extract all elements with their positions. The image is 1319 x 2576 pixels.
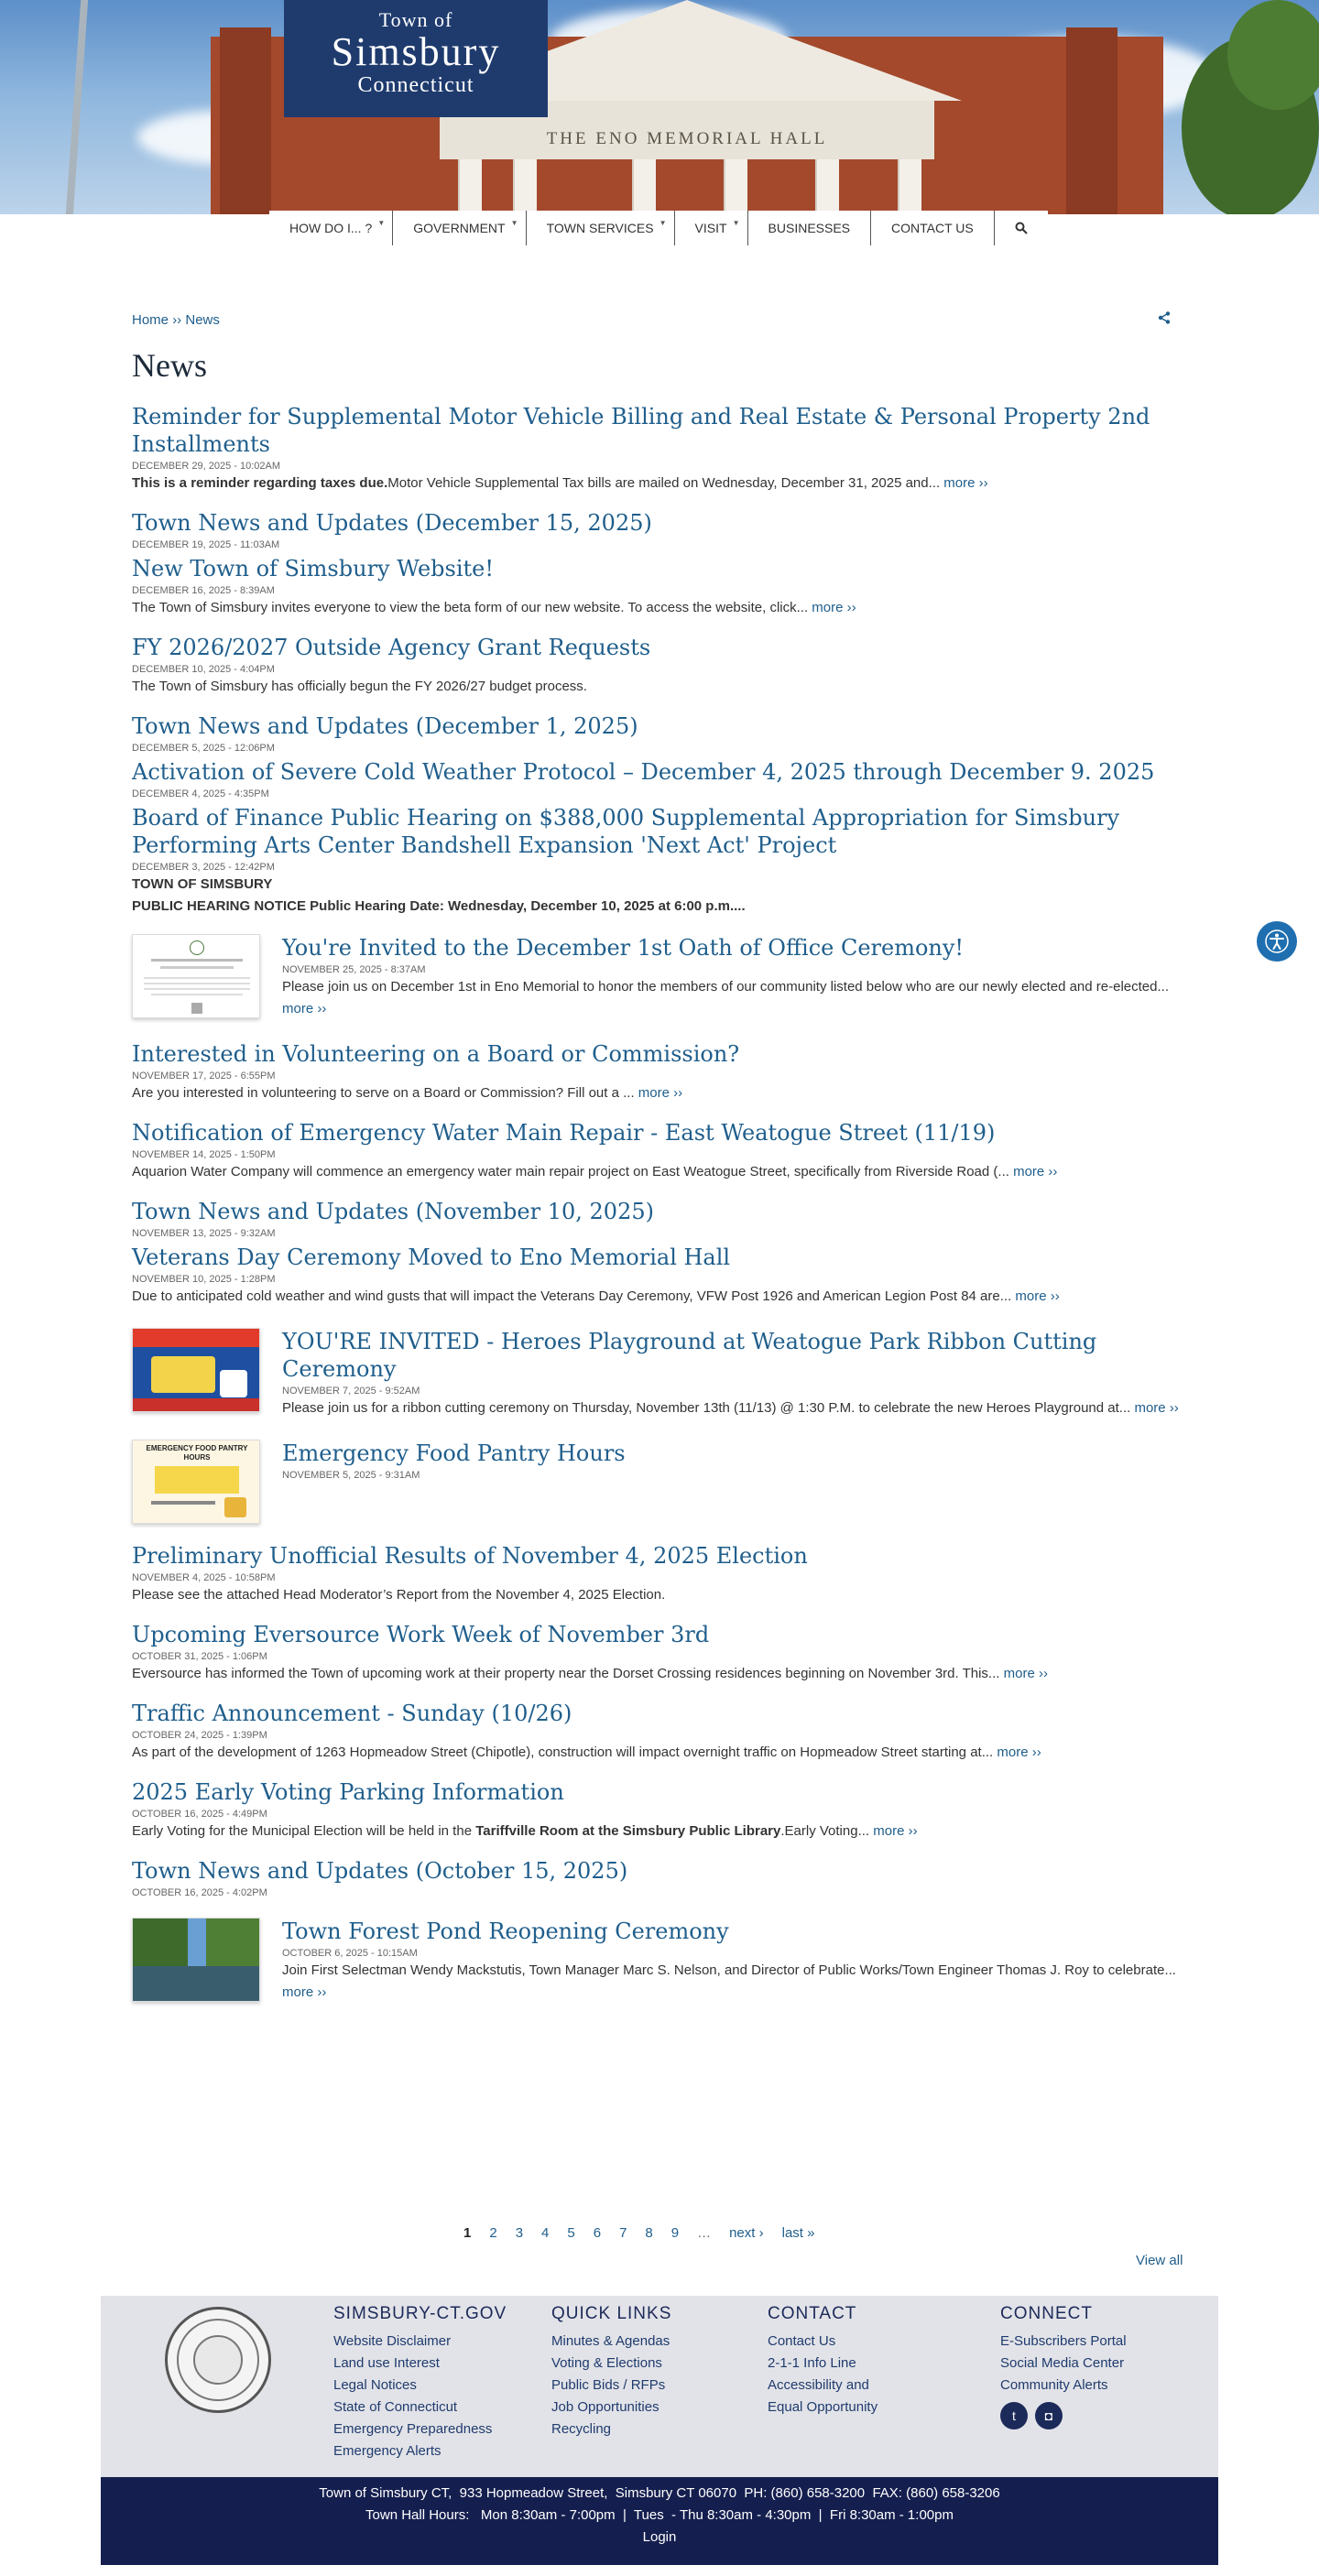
breadcrumb-home[interactable]: Home — [132, 312, 169, 328]
more-link[interactable]: more ›› — [282, 1984, 327, 2000]
news-date: DECEMBER 19, 2025 - 11:03AM — [132, 539, 280, 550]
footer-col-quick-links — [551, 2303, 671, 2440]
pager-last[interactable]: last » — [781, 2225, 815, 2241]
more-link[interactable]: more ›› — [812, 600, 856, 615]
town-seal — [165, 2307, 271, 2413]
news-summary — [132, 1821, 1185, 1842]
breadcrumb — [132, 310, 220, 332]
news-date: DECEMBER 16, 2025 - 8:39AM — [132, 585, 275, 596]
page-title: News — [132, 347, 207, 384]
logo-line-3: Connecticut — [357, 73, 474, 98]
page-1: 1 — [463, 2225, 472, 2241]
news-title-link[interactable]: Veterans Day Ceremony Moved to Eno Memorial Hall — [132, 1245, 731, 1270]
news-summary — [132, 1286, 1185, 1308]
more-link[interactable]: more ›› — [997, 1745, 1041, 1760]
footer-heading: CONNECT — [1000, 2304, 1093, 2323]
news-summary — [282, 1960, 1185, 2004]
nav-label: GOVERNMENT — [413, 220, 506, 235]
footer-hours: Town Hall Hours: Mon 8:30am - 7:00pm | Tues - Thu 8:30am - 4:30pm | Fri 8:30am - 1:00pm — [365, 2507, 954, 2523]
news-summary — [282, 1397, 1185, 1419]
footer-link[interactable]: Minutes & Agendas — [551, 2333, 670, 2349]
breadcrumb-news[interactable]: News — [185, 312, 220, 328]
search-icon — [1015, 222, 1028, 234]
accessibility-button[interactable] — [1257, 921, 1297, 962]
caret-down-icon: ▼ — [732, 219, 740, 227]
footer-col-contact — [768, 2303, 878, 2418]
news-item — [132, 1621, 1185, 1685]
news-date: OCTOBER 24, 2025 - 1:39PM — [132, 1730, 267, 1741]
instagram-icon[interactable]: ◘ — [1035, 2402, 1063, 2429]
news-item — [132, 1119, 1185, 1183]
news-title-link[interactable]: Emergency Food Pantry Hours — [282, 1440, 626, 1466]
news-title-link[interactable]: Interested in Volunteering on a Board or Commission? — [132, 1041, 740, 1067]
news-summary — [132, 1161, 1185, 1183]
news-item — [132, 1542, 1185, 1606]
nav-label: VISIT — [694, 220, 727, 235]
footer-link[interactable]: Land use Interest — [333, 2355, 440, 2371]
news-date: NOVEMBER 5, 2025 - 9:31AM — [282, 1470, 420, 1481]
footer-heading: SIMSBURY-CT.GOV — [333, 2304, 507, 2323]
social-links — [1000, 2402, 1127, 2429]
news-date: DECEMBER 4, 2025 - 4:35PM — [132, 788, 269, 799]
news-summary-text: Aquarion Water Company will commence an emergency water main repair project on East Weatogue Street, specifically from Riverside Road (... — [132, 1164, 1009, 1179]
nav-government[interactable] — [393, 211, 526, 245]
header-banner — [0, 0, 1319, 214]
logo-line-1: Town of — [378, 8, 453, 31]
nav-visit[interactable] — [675, 211, 748, 245]
footer-bar — [101, 2477, 1218, 2565]
more-link[interactable]: more ›› — [1134, 1400, 1179, 1416]
footer-link[interactable]: Equal Opportunity — [768, 2399, 878, 2415]
view-all-link[interactable]: View all — [1136, 2253, 1183, 2268]
news-title-link[interactable]: Town News and Updates (December 15, 2025) — [132, 510, 652, 536]
news-item — [132, 1040, 1185, 1104]
news-date: OCTOBER 16, 2025 - 4:49PM — [132, 1809, 267, 1820]
news-summary-bold: This is a reminder regarding taxes due. — [132, 475, 388, 491]
news-date: DECEMBER 29, 2025 - 10:02AM — [132, 461, 281, 472]
nav-label: HOW DO I... ? — [289, 220, 373, 235]
playground-thumbnail[interactable] — [132, 1328, 260, 1412]
news-date: DECEMBER 10, 2025 - 4:04PM — [132, 664, 275, 675]
page-9[interactable]: 9 — [670, 2225, 680, 2241]
page-8[interactable]: 8 — [645, 2225, 653, 2241]
nav-label: BUSINESSES — [768, 220, 851, 235]
footer — [101, 2296, 1218, 2477]
news-date: NOVEMBER 10, 2025 - 1:28PM — [132, 1274, 276, 1285]
caret-down-icon: ▼ — [510, 219, 518, 227]
food-pantry-thumbnail[interactable] — [132, 1440, 260, 1524]
news-item — [132, 1700, 1185, 1764]
town-logo[interactable] — [284, 0, 548, 117]
news-list — [132, 403, 1185, 2004]
more-link[interactable]: more ›› — [873, 1823, 918, 1839]
news-title-link[interactable]: Reminder for Supplemental Motor Vehicle Billing and Real Estate & Personal Property 2nd Installments — [132, 404, 1150, 457]
news-summary-text: Are you interested in volunteering to serve on a Board or Commission? Fill out a ... — [132, 1085, 635, 1101]
news-item — [132, 1440, 1185, 1524]
page-2[interactable]: 2 — [489, 2225, 497, 2241]
news-summary — [132, 1082, 1185, 1104]
news-title-link[interactable]: Town Forest Pond Reopening Ceremony — [282, 1918, 729, 1944]
footer-link[interactable]: Job Opportunities — [551, 2399, 660, 2415]
more-link[interactable]: more ›› — [943, 475, 988, 491]
news-summary — [132, 1663, 1185, 1685]
news-summary-text: As part of the development of 1263 Hopmeadow Street (Chipotle), construction will impact overnight traffic on Hopmeadow Street starting at... — [132, 1745, 994, 1760]
news-item — [132, 712, 1185, 755]
news-title-link[interactable]: Notification of Emergency Water Main Repair - East Weatogue Street (11/19) — [132, 1120, 996, 1146]
news-item — [132, 555, 1185, 619]
news-item — [132, 1198, 1185, 1240]
nav-businesses[interactable] — [748, 211, 871, 245]
news-summary-text: Join First Selectman Wendy Mackstutis, Town Manager Marc S. Nelson, and Director of Public Works/Town Engineer Thomas J. Roy to celebrate... — [282, 1962, 1176, 1978]
page-6[interactable]: 6 — [593, 2225, 602, 2241]
share-icon — [1158, 311, 1171, 324]
page-4[interactable]: 4 — [541, 2225, 550, 2241]
more-link[interactable]: more ›› — [638, 1085, 683, 1101]
footer-link[interactable]: Recycling — [551, 2421, 612, 2437]
footer-link[interactable]: Accessibility and — [768, 2377, 869, 2393]
news-title-link[interactable]: Town News and Updates (October 15, 2025) — [132, 1858, 628, 1884]
news-date: NOVEMBER 25, 2025 - 8:37AM — [282, 964, 426, 975]
news-summary-text: Motor Vehicle Supplemental Tax bills are mailed on Wednesday, December 31, 2025 and... — [387, 475, 941, 491]
nav-label: CONTACT US — [891, 220, 974, 235]
more-link[interactable]: more ›› — [1015, 1288, 1060, 1304]
news-title-link[interactable]: New Town of Simsbury Website! — [132, 556, 494, 582]
news-summary — [132, 597, 1185, 619]
news-item — [132, 1244, 1185, 1308]
news-summary — [132, 473, 1185, 495]
news-date: OCTOBER 6, 2025 - 10:15AM — [282, 1948, 418, 1959]
footer-link[interactable]: Contact Us — [768, 2333, 836, 2349]
footer-link[interactable]: Voting & Elections — [551, 2355, 662, 2371]
thumbnail-caption: EMERGENCY FOOD PANTRY HOURS — [146, 1444, 248, 1462]
news-item — [132, 934, 1185, 1020]
twitter-icon[interactable]: t — [1000, 2402, 1028, 2429]
news-item — [132, 1918, 1185, 2004]
pager-ellipsis: … — [697, 2225, 712, 2241]
breadcrumb-separator: ›› — [172, 312, 182, 328]
news-summary-text: .Early Voting... — [780, 1823, 870, 1839]
news-item — [132, 634, 1185, 698]
more-link[interactable]: more ›› — [1013, 1164, 1058, 1179]
footer-link[interactable]: E-Subscribers Portal — [1000, 2333, 1127, 2349]
news-date: OCTOBER 16, 2025 - 4:02PM — [132, 1887, 267, 1898]
page-3[interactable]: 3 — [515, 2225, 524, 2241]
news-title-link[interactable]: Board of Finance Public Hearing on $388,000 Supplemental Appropriation for Simsbury Performing Arts Center Bandshell Expansion 'Next Act' Project — [132, 805, 1120, 858]
news-title-link[interactable]: YOU'RE INVITED - Heroes Playground at Weatogue Park Ribbon Cutting Ceremony — [282, 1329, 1097, 1382]
news-date: OCTOBER 31, 2025 - 1:06PM — [132, 1651, 267, 1662]
news-item — [132, 403, 1185, 495]
more-link[interactable]: more ›› — [282, 1001, 327, 1016]
news-item — [132, 1328, 1185, 1419]
footer-col-site — [333, 2303, 507, 2462]
share-button[interactable] — [1158, 310, 1171, 332]
building-inscription: THE ENO MEMORIAL HALL — [546, 129, 828, 148]
news-summary — [132, 1742, 1185, 1764]
news-date: DECEMBER 3, 2025 - 12:42PM — [132, 862, 275, 873]
login-link[interactable]: Login — [642, 2529, 677, 2545]
accessibility-icon — [1265, 929, 1289, 953]
news-date: NOVEMBER 17, 2025 - 6:55PM — [132, 1071, 276, 1081]
news-title-link[interactable]: You're Invited to the December 1st Oath of Office Ceremony! — [282, 935, 965, 961]
news-item — [132, 1857, 1185, 1899]
pond-thumbnail[interactable] — [132, 1918, 260, 2002]
news-summary-text: Please join us on December 1st in Eno Memorial to honor the members of our community listed below who are our newly elected and re-elected... — [282, 979, 1169, 995]
news-date: NOVEMBER 7, 2025 - 9:52AM — [282, 1386, 420, 1397]
page-5[interactable]: 5 — [567, 2225, 575, 2241]
footer-link[interactable]: Emergency Alerts — [333, 2443, 441, 2459]
news-item — [132, 804, 1185, 918]
footer-address: Town of Simsbury CT, 933 Hopmeadow Street, Simsbury CT 06070 PH: (860) 658-3200 FAX: (860) 658-3206 — [319, 2485, 1000, 2501]
nav-contact-us[interactable] — [871, 211, 995, 245]
news-title-link[interactable]: Town News and Updates (November 10, 2025) — [132, 1199, 654, 1224]
invitation-thumbnail[interactable] — [132, 934, 260, 1018]
news-item — [132, 1778, 1185, 1842]
news-title-link[interactable]: Traffic Announcement - Sunday (10/26) — [132, 1701, 572, 1726]
news-title-link[interactable]: Activation of Severe Cold Weather Protocol – December 4, 2025 through December 9. 2025 — [132, 759, 1155, 785]
logo-line-2: Simsbury — [331, 29, 501, 75]
news-date: NOVEMBER 4, 2025 - 10:58PM — [132, 1572, 276, 1583]
news-date: NOVEMBER 13, 2025 - 9:32AM — [132, 1228, 276, 1239]
news-title-link[interactable]: 2025 Early Voting Parking Information — [132, 1779, 564, 1805]
footer-link[interactable]: Legal Notices — [333, 2377, 417, 2393]
footer-link[interactable]: Community Alerts — [1000, 2377, 1108, 2393]
nav-town-services[interactable] — [527, 211, 675, 245]
nav-label: TOWN SERVICES — [546, 220, 654, 235]
caret-down-icon: ▼ — [377, 219, 386, 227]
footer-heading: CONTACT — [768, 2304, 857, 2323]
news-summary-bold: Tariffville Room at the Simsbury Public Library — [475, 1823, 781, 1839]
footer-link[interactable]: Public Bids / RFPs — [551, 2377, 666, 2393]
news-date: NOVEMBER 14, 2025 - 1:50PM — [132, 1149, 276, 1160]
main-nav — [269, 211, 1048, 245]
footer-link[interactable]: Website Disclaimer — [333, 2333, 452, 2349]
news-summary-text: The Town of Simsbury invites everyone to view the beta form of our new website. To access the website, click... — [132, 600, 809, 615]
footer-link[interactable]: Emergency Preparedness — [333, 2421, 493, 2437]
footer-link[interactable]: Social Media Center — [1000, 2355, 1125, 2371]
footer-link[interactable]: State of Connecticut — [333, 2399, 458, 2415]
footer-link[interactable]: 2-1-1 Info Line — [768, 2355, 856, 2371]
news-summary-line2: PUBLIC HEARING NOTICE Public Hearing Date: Wednesday, December 10, 2025 at 6:00 p.m.... — [132, 898, 746, 914]
flag-pole — [66, 0, 88, 214]
page-7[interactable]: 7 — [619, 2225, 627, 2241]
more-link[interactable]: more ›› — [1003, 1666, 1048, 1681]
news-title-link[interactable]: FY 2026/2027 Outside Agency Grant Requests — [132, 635, 651, 660]
news-date: DECEMBER 5, 2025 - 12:06PM — [132, 743, 275, 754]
footer-col-connect — [1000, 2303, 1127, 2429]
footer-heading: QUICK LINKS — [551, 2304, 672, 2323]
news-title-link[interactable]: Town News and Updates (December 1, 2025) — [132, 713, 638, 739]
news-item — [132, 758, 1185, 800]
news-summary: The Town of Simsbury has officially begun the FY 2026/27 budget process. — [132, 679, 587, 694]
nav-how-do-i[interactable] — [269, 211, 393, 245]
news-summary-text: Please join us for a ribbon cutting ceremony on Thursday, November 13th (11/13) @ 1:30 P.M. to celebrate the new Heroes Playground at... — [282, 1400, 1131, 1416]
news-item — [132, 509, 1185, 551]
news-summary: Please see the attached Head Moderator’s Report from the November 4, 2025 Election. — [132, 1587, 666, 1603]
news-title-link[interactable]: Preliminary Unofficial Results of November 4, 2025 Election — [132, 1543, 808, 1569]
news-summary — [282, 976, 1185, 1020]
news-summary-text: Due to anticipated cold weather and wind gusts that will impact the Veterans Day Ceremony, VFW Post 1926 and American Legion Post 84 are... — [132, 1288, 1012, 1304]
pagination — [463, 2223, 833, 2244]
news-summary-text: Eversource has informed the Town of upcoming work at their property near the Dorset Crossing residences beginning on November 3rd. This... — [132, 1666, 1000, 1681]
search-button[interactable] — [995, 211, 1048, 245]
news-title-link[interactable]: Upcoming Eversource Work Week of November 3rd — [132, 1622, 710, 1647]
caret-down-icon: ▼ — [659, 219, 667, 227]
pager-next[interactable]: next › — [729, 2225, 764, 2241]
news-summary-text: Early Voting for the Municipal Election will be held in the — [132, 1823, 476, 1839]
news-summary-line1: TOWN OF SIMSBURY — [132, 876, 273, 892]
